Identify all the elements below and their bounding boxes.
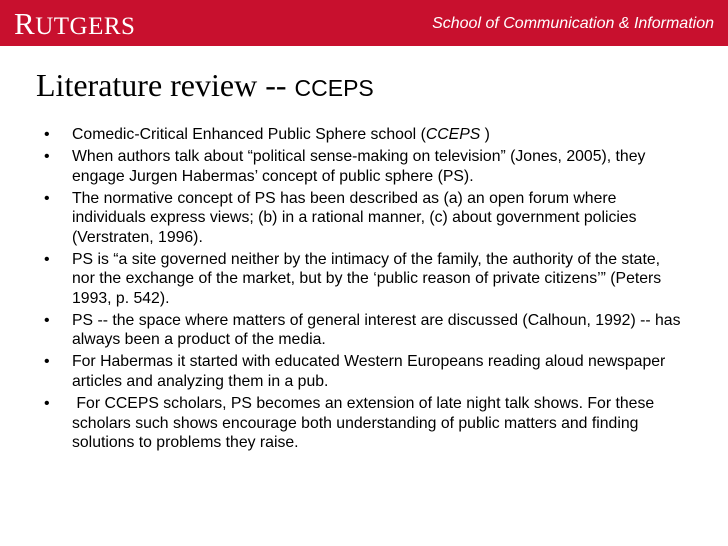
bullet-item (44, 125, 684, 145)
bullet-italic: CCEPS (425, 126, 481, 143)
bullet-marker: • (44, 148, 50, 166)
bullet-text: The normative concept of PS has been described as (a) an open forum where individuals express views; (b) in a rational manner, (c) about government policies (Verstraten, 1996). (72, 189, 637, 246)
logo-initial: R (14, 6, 36, 41)
logo-rest: UTGERS (35, 13, 136, 40)
bullet-marker: • (44, 250, 50, 268)
bullet-item (44, 352, 684, 391)
slide-title (36, 66, 374, 107)
bullet-text: For Habermas it started with educated Western Europeans reading aloud newspaper articles and analyzing them in a pub. (72, 353, 666, 390)
bullet-marker: • (44, 311, 50, 329)
school-name: School of Communication & Information (432, 15, 714, 32)
bullet-item (44, 311, 684, 350)
title-sans-part: CCEPS (294, 75, 374, 101)
bullet-text: Comedic-Critical Enhanced Public Sphere school ( (72, 126, 426, 143)
bullet-marker: • (44, 353, 50, 371)
bullet-item (44, 147, 684, 186)
bullet-text: When authors talk about “political sense-making on television” (Jones, 2005), they engage Jurgen Habermas’ concept of public sphere (PS). (72, 148, 646, 185)
bullet-text: PS -- the space where matters of general interest are discussed (Calhoun, 1992) -- has always been a product of the media. (72, 311, 681, 349)
bullet-item (44, 394, 684, 453)
bullet-item (44, 189, 684, 248)
bullet-list (44, 125, 684, 455)
bullet-text-after: ) (480, 126, 490, 143)
bullet-text: For CCEPS scholars, PS becomes an extension of late night talk shows. For these scholars such shows encourage both understanding of public matters and finding solutions to problems they raise. (72, 395, 659, 452)
rutgers-logo (14, 6, 135, 45)
bullet-marker: • (44, 395, 50, 413)
bullet-marker: • (44, 189, 50, 207)
bullet-text: PS is “a site governed neither by the intimacy of the family, the authority of the state, nor the exchange of the market, but by the ‘public reason of private citizens’” (Peters 1993, p. 542). (72, 250, 662, 307)
bullet-marker: • (44, 126, 50, 143)
bullet-item (44, 250, 684, 309)
header-bar (0, 0, 728, 46)
title-serif-part: Literature review -- (36, 67, 295, 103)
